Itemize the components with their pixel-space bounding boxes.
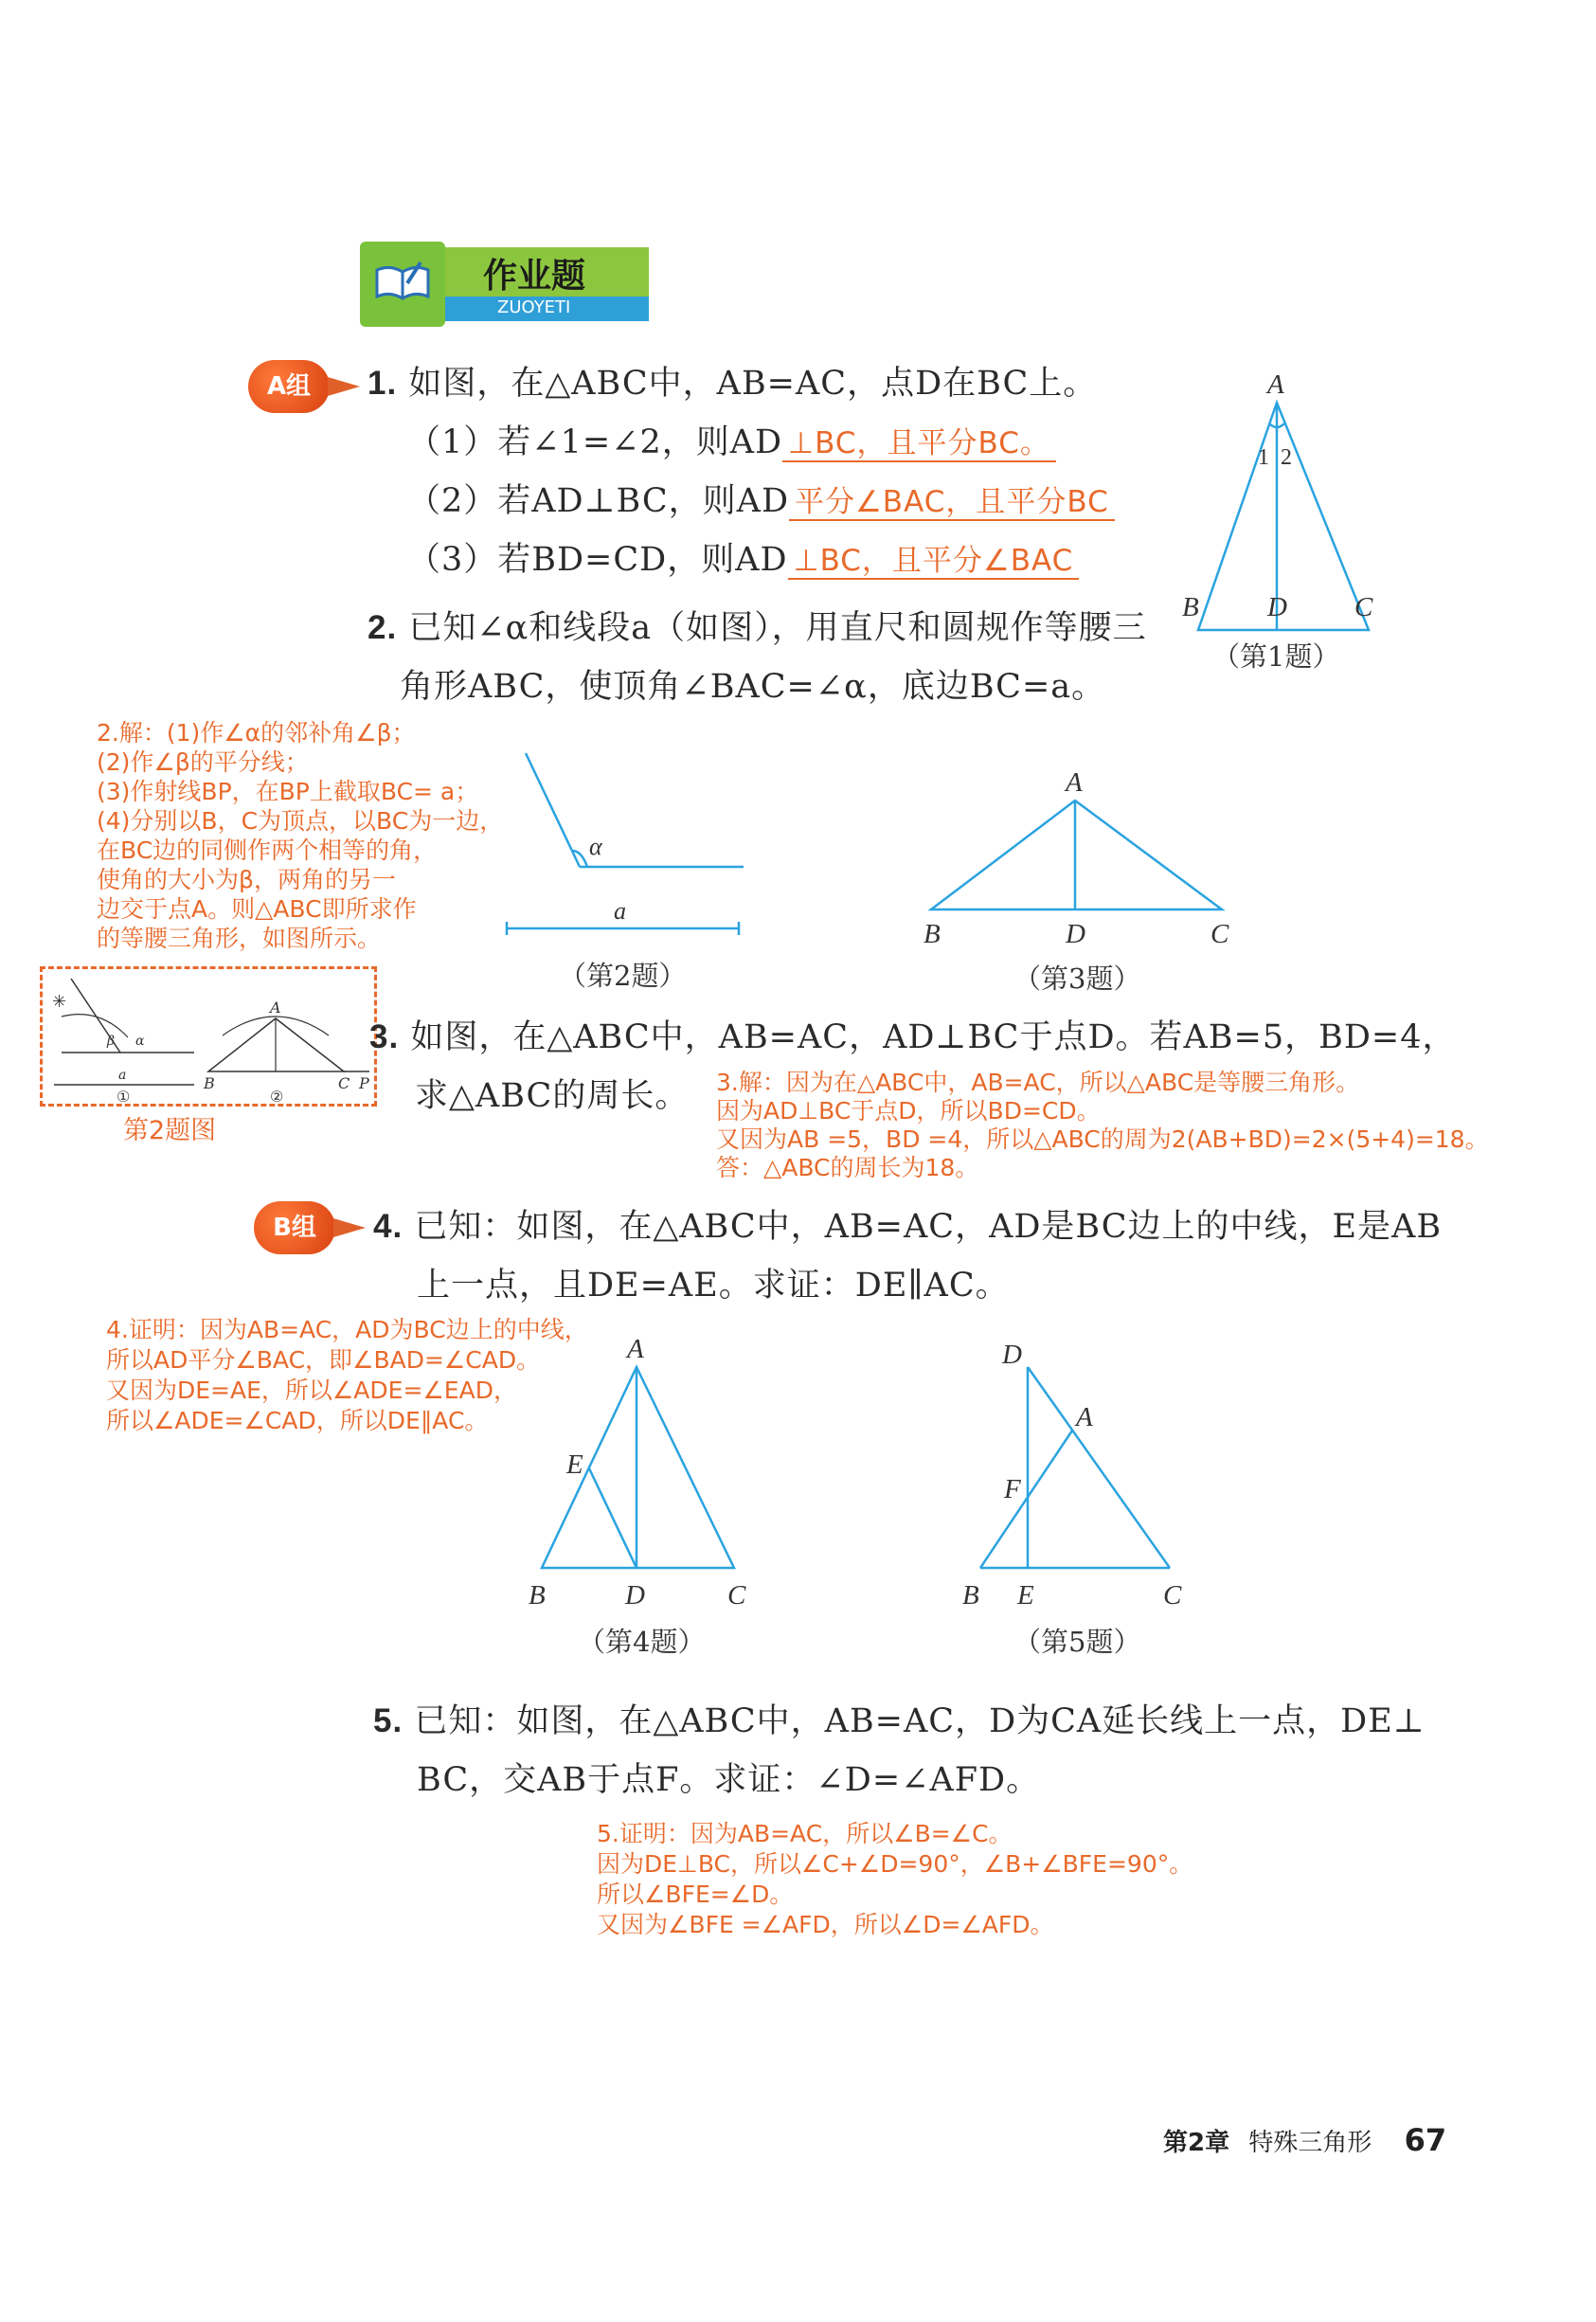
q2-line1: 已知∠α和线段a（如图），用直尺和圆规作等腰三 (408, 609, 1147, 647)
question-5 (373, 1692, 1426, 1751)
header-subtitle: ZUOYETI (497, 297, 571, 317)
fig4-label-A: A (627, 1334, 644, 1364)
figure-2 (502, 748, 748, 995)
group-b-arrow-icon (333, 1218, 366, 1237)
fig3-label-A: A (1066, 767, 1083, 798)
q1-sub3-text: （3）若BD=CD，则AD (407, 541, 788, 579)
fig4-label-D: D (625, 1580, 645, 1611)
answer-3 (716, 1069, 1489, 1182)
ans2-line5: 在BC边的同侧作两个相等的角， (97, 837, 438, 864)
q5-line2: BC，交AB于点F。求证：∠D=∠AFD。 (417, 1761, 1041, 1799)
group-a-badge: A组 (248, 360, 330, 413)
ans4-line3: 又因为DE=AE，所以∠ADE=∠EAD， (106, 1377, 517, 1404)
fig1-label-2: 2 (1281, 445, 1292, 470)
q4-line2: 上一点，且DE=AE。求证：DE∥AC。 (417, 1267, 1010, 1305)
ans2-line1: 2.解：(1)作∠α的邻补角∠β； (97, 719, 416, 747)
ans4-line4: 所以∠ADE=∠CAD，所以DE∥AC。 (106, 1407, 489, 1434)
figure-5 (957, 1331, 1203, 1663)
ans2-line6: 使角的大小为β，两角的另一 (97, 866, 396, 893)
fig3-label-C: C (1210, 919, 1229, 949)
ans3-line3: 又因为AB =5，BD =4，所以△ABC的周为2(AB+BD)=2×(5+4)=18。 (716, 1125, 1489, 1153)
fig4-label-E: E (566, 1449, 583, 1480)
fig2-label-alpha: α (589, 833, 602, 860)
answer-5 (597, 1819, 1193, 1940)
fig4-segment-DE (589, 1468, 637, 1568)
fig5-side-BA (980, 1431, 1072, 1568)
fig5-caption: （第5题） (1013, 1626, 1141, 1658)
ans3-line4: 答：△ABC的周长为18。 (716, 1154, 979, 1181)
fig5-label-B: B (962, 1580, 979, 1611)
question-3 (369, 1008, 1457, 1067)
ans5-line1: 5.证明：因为AB=AC，所以∠B=∠C。 (597, 1820, 1013, 1847)
fig4-label-B: B (529, 1580, 546, 1611)
q1-number: 1. (368, 365, 398, 402)
q1-text: 如图，在△ABC中，AB=AC，点D在BC上。 (408, 365, 1098, 403)
q1-sub2-text: （2）若AD⊥BC，则AD (407, 482, 790, 520)
group-a-arrow-icon (328, 377, 360, 396)
sol-beta: β (107, 1034, 116, 1049)
question-2 (368, 599, 1147, 657)
fig5-label-E: E (1017, 1580, 1034, 1611)
fig2-label-a: a (614, 897, 626, 925)
fig3-triangle (931, 801, 1222, 909)
sol-circle-1: ① (117, 1088, 131, 1104)
fig5-label-D: D (1002, 1340, 1022, 1370)
fig2-solution-drawing (43, 969, 374, 1104)
group-b-badge: B组 (254, 1201, 335, 1254)
fig5-side-DC (1028, 1367, 1170, 1568)
q4-number: 4. (373, 1208, 403, 1245)
answer-2 (97, 718, 503, 953)
q1-sub3 (407, 531, 1079, 590)
ans5-line4: 又因为∠BFE =∠AFD，所以∠D=∠AFD。 (597, 1911, 1054, 1938)
q1-sub3-answer: ⊥BC，且平分∠BAC (788, 544, 1080, 580)
q1-sub1-text: （1）若∠1=∠2，则AD (407, 423, 783, 461)
q5-line1: 已知：如图，在△ABC中，AB=AC，D为CA延长线上一点，DE⊥ (414, 1702, 1426, 1740)
question-1 (368, 354, 1097, 413)
footer-chapter: 第2章 (1163, 2129, 1230, 2157)
ans2-line4: (4)分别以B，C为顶点，以BC为一边， (97, 807, 504, 835)
fig4-label-C: C (727, 1580, 746, 1611)
sol-label-P: P (359, 1074, 369, 1092)
fig1-caption: （第1题） (1212, 640, 1340, 673)
fig4-caption: （第4题） (578, 1626, 706, 1658)
figure-1 (1175, 365, 1402, 677)
sol-label-a: a (118, 1068, 127, 1083)
section-header (360, 242, 649, 327)
footer-title: 特殊三角形 (1248, 2129, 1372, 2157)
sol-arc (62, 1015, 128, 1037)
page-footer (1163, 2122, 1446, 2158)
fig2-solution-caption: 第2题图 (123, 1116, 217, 1145)
fig2-angle-ray1 (526, 753, 580, 867)
fig5-label-F: F (1004, 1474, 1021, 1504)
ans2-line3: (3)作射线BP，在BP上截取BC= a； (97, 778, 479, 805)
fig3-label-D: D (1066, 919, 1085, 949)
ans4-line1: 4.证明：因为AB=AC，AD为BC边上的中线， (106, 1316, 588, 1343)
fig2-solution-box (40, 966, 377, 1107)
ans5-line2: 因为DE⊥BC，所以∠C+∠D=90°，∠B+∠BFE=90°。 (597, 1850, 1193, 1878)
sol-label-B: B (204, 1074, 215, 1092)
fig1-label-C: C (1354, 592, 1373, 622)
ans3-line2: 因为AD⊥BC于点D，所以BD=CD。 (716, 1097, 1101, 1125)
fig5-label-C: C (1163, 1580, 1182, 1611)
ans2-line2: (2)作∠β的平分线； (97, 748, 309, 776)
q5-number: 5. (373, 1702, 403, 1739)
ans5-line3: 所以∠BFE=∠D。 (597, 1881, 794, 1908)
q1-sub2-answer: 平分∠BAC，且平分BC (789, 485, 1115, 521)
book-pencil-icon (360, 242, 445, 327)
answer-4 (106, 1315, 588, 1436)
sol-label-C: C (338, 1074, 350, 1092)
fig1-label-B: B (1182, 592, 1199, 622)
q3-line2: 求△ABC的周长。 (415, 1077, 690, 1115)
fig2-caption: （第2题） (559, 960, 687, 992)
sol-alpha: α (135, 1034, 145, 1049)
fig1-label-A: A (1267, 369, 1284, 400)
ans4-line2: 所以AD平分∠BAC，即∠BAD=∠CAD。 (106, 1346, 541, 1374)
q3-number: 3. (369, 1018, 400, 1055)
header-icon-box (360, 242, 445, 327)
q1-sub1-answer: ⊥BC，且平分BC。 (782, 426, 1056, 462)
sol-label-A: A (270, 999, 281, 1017)
ans2-line7: 边交于点A。则△ABC即所求作 (97, 895, 417, 923)
q1-sub1 (407, 413, 1056, 473)
figure-4 (521, 1331, 767, 1663)
ans2-line8: 的等腰三角形，如图所示。 (97, 925, 382, 952)
q1-sub2 (407, 472, 1115, 531)
page-number: 67 (1404, 2122, 1447, 2158)
ans3-line1: 3.解：因为在△ABC中，AB=AC，所以△ABC是等腰三角形。 (716, 1069, 1360, 1096)
fig3-label-B: B (924, 919, 941, 949)
header-title: 作业题 (483, 257, 586, 296)
q2-line2: 角形ABC，使顶角∠BAC=∠α，底边BC=a。 (400, 668, 1106, 706)
q4-line1: 已知：如图，在△ABC中，AB=AC，AD是BC边上的中线，E是AB (414, 1208, 1443, 1246)
q3-line1: 如图，在△ABC中，AB=AC，AD⊥BC于点D。若AB=5，BD=4， (410, 1018, 1457, 1056)
question-4 (373, 1197, 1442, 1256)
fig3-caption: （第3题） (1013, 963, 1141, 995)
fig1-label-D: D (1267, 592, 1287, 622)
fig5-label-A: A (1076, 1402, 1093, 1432)
q2-number: 2. (368, 609, 398, 646)
fig1-label-1: 1 (1258, 445, 1269, 470)
figure-3 (914, 763, 1236, 995)
sol-star-icon: ✳ (52, 992, 67, 1012)
sol-circle-2: ② (270, 1088, 284, 1104)
